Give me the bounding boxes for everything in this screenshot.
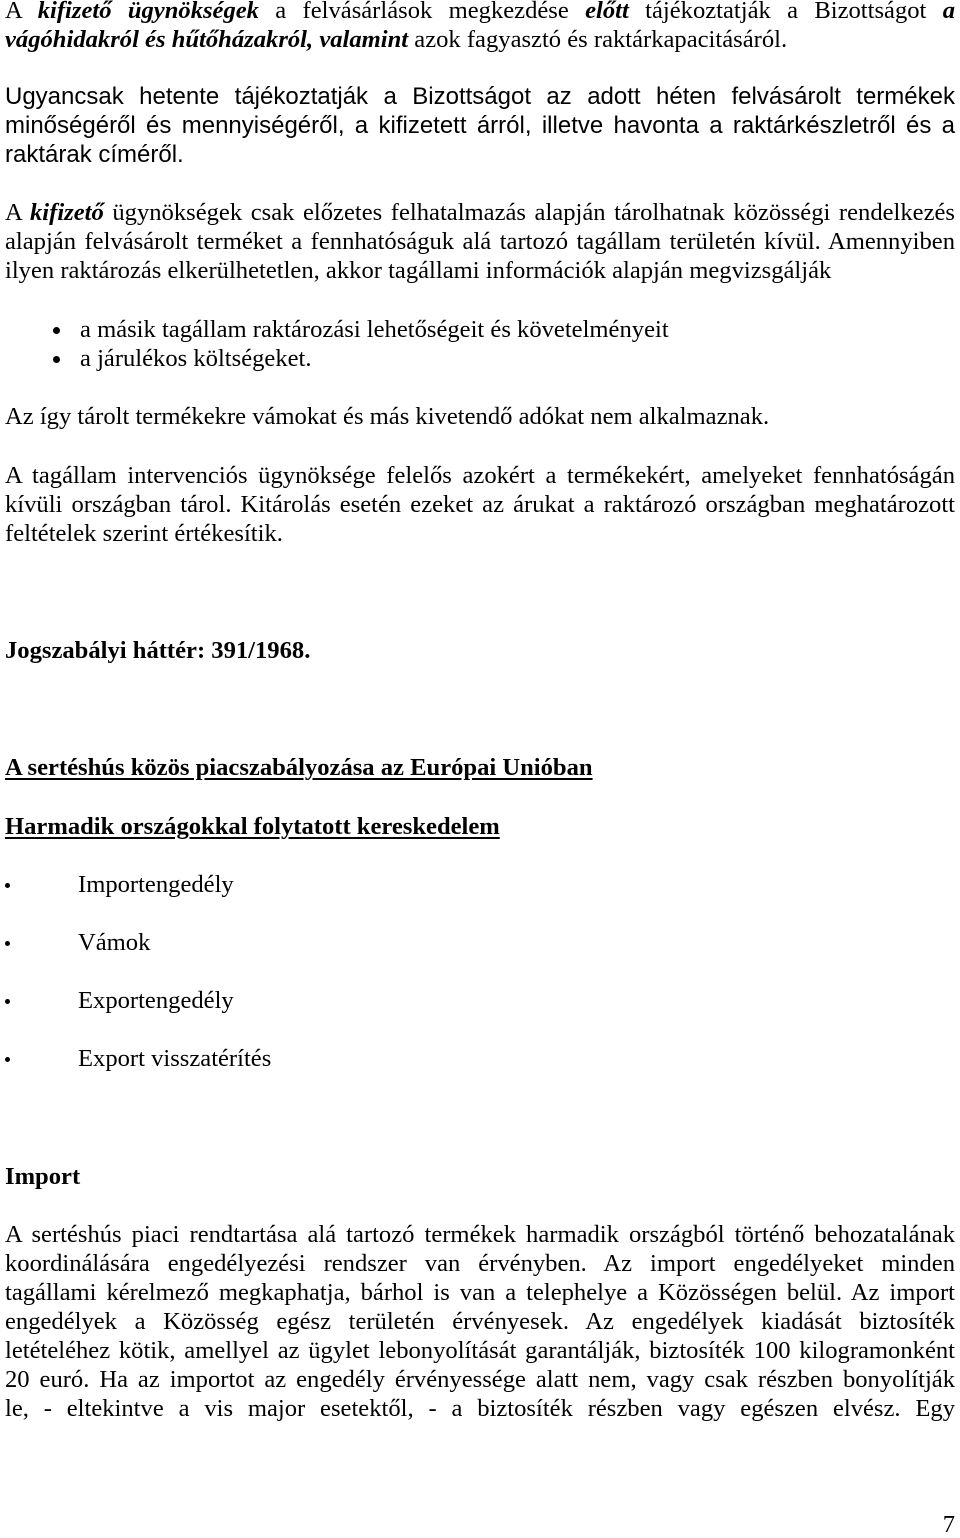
text-line: ilyen raktározás elkerülhetetlen, akkor tagállami információk alapján megvizsgálják [5, 257, 832, 284]
list-item [0, 870, 955, 899]
text-line: minőségéről és mennyiségéről, a kifizetett árról, illetve havonta a raktárkészletről és a [5, 112, 955, 139]
intervention-agency-paragraph [5, 461, 955, 548]
list-item-text: Export visszatérítés [78, 1045, 272, 1072]
trade-topics-list [0, 870, 955, 1073]
text-run: a felvásárlások megkezdése [258, 0, 586, 24]
emphasis: előtt [585, 0, 629, 24]
subsection-title-wrap [5, 812, 955, 841]
subsection-title: Harmadik országokkal folytatott kereskedelem [5, 813, 500, 840]
legal-basis: Jogszabályi háttér: 391/1968. [5, 637, 311, 664]
text-line: Az így tárolt termékekre vámokat és más kivetendő adókat nem alkalmaznak. [5, 403, 770, 430]
bullet-dot [5, 941, 10, 946]
list-item [0, 1044, 955, 1073]
import-heading: Import [5, 1163, 81, 1190]
duty-exemption-paragraph [5, 402, 955, 431]
text-line: tagállami kérelmező megkaphatja, bárhol is van a telephelye a Közösségen belül. Az import [5, 1279, 955, 1306]
text-line: koordinálására engedélyezési rendszer van érvényben. Az import engedélyeket minden [5, 1250, 955, 1277]
text-line: feltételek szerint értékesítik. [5, 520, 283, 547]
bullet-dot [5, 999, 10, 1004]
emphasis: kifizető [30, 199, 104, 226]
text-line [5, 25, 955, 54]
text-line: alapján felvásárolt terméket a fennhatóságuk alá tartozó tagállam területén kívül. Amennyiben [5, 228, 955, 255]
text-run: A [5, 199, 30, 226]
text-run: tájékoztatják a Bizottságot [628, 0, 943, 24]
text-line [5, 198, 955, 227]
text-line [5, 0, 955, 25]
import-paragraph [5, 1220, 955, 1423]
list-item-text: a másik tagállam raktározási lehetőségeit és követelményeit [80, 316, 669, 343]
list-item [0, 315, 955, 344]
text-line: letételéhez kötik, amellyel az ügylet lebonyolítását garantálják, biztosíték 100 kilogramonként [5, 1337, 955, 1364]
list-item-text: Importengedély [78, 871, 234, 898]
storage-authorization-paragraph [5, 198, 955, 285]
bullet-dot [53, 356, 60, 363]
text-line: Ugyancsak hetente tájékoztatják a Bizottságot az adott héten felvásárolt termékek [5, 83, 955, 110]
list-item [0, 986, 955, 1015]
payment-agencies-paragraph [5, 0, 955, 54]
text-line: A tagállam intervenciós ügynöksége felelős azokért a termékekért, amelyeket fennhatóságán [5, 462, 955, 489]
emphasis: a [942, 0, 955, 24]
bullet-dot [53, 327, 60, 334]
text-line: 20 euró. Ha az importot az engedély érvényessége alatt nem, vagy csak részben bonyolítják [5, 1366, 955, 1393]
section-title: A sertéshús közös piacszabályozása az Európai Unióban [5, 754, 593, 781]
text-line: A sertéshús piaci rendtartása alá tartozó termékek harmadik országból történő behozatalának [5, 1221, 955, 1248]
list-item-text: a járulékos költségeket. [80, 345, 312, 372]
bullet-dot [5, 1057, 10, 1062]
list-item-text: Vámok [78, 929, 151, 956]
text-line: kívüli országban tárol. Kitárolás esetén ezeket az árukat a raktározó országban meghatározott [5, 491, 955, 518]
text-run: ügynökségek csak előzetes felhatalmazás alapján tárolhatnak közösségi rendelkezés [103, 199, 955, 226]
text-run: azok fagyasztó és raktárkapacitásáról. [408, 26, 788, 53]
text-run: A [5, 0, 38, 24]
page-number: 7 [942, 1511, 955, 1538]
text-line: le, - eltekintve a vis major esetektől, - a biztosíték részben vagy egészen elvész. Egy [5, 1395, 955, 1422]
text-line: raktárak címéről. [5, 141, 184, 168]
bullet-dot [5, 883, 10, 888]
emphasis: vágóhidakról és hűtőházakról, valamint [5, 26, 409, 53]
list-item [0, 344, 955, 373]
storage-checks-list [0, 315, 955, 373]
section-title-wrap [5, 753, 955, 782]
weekly-report-paragraph [5, 82, 955, 169]
text-line: engedélyek a Közösség egész területén érvényesek. Az engedélyek kiadását biztosíték [5, 1308, 955, 1335]
emphasis: kifizető ügynökségek [37, 0, 259, 24]
list-item [0, 928, 955, 957]
list-item-text: Exportengedély [78, 987, 234, 1014]
